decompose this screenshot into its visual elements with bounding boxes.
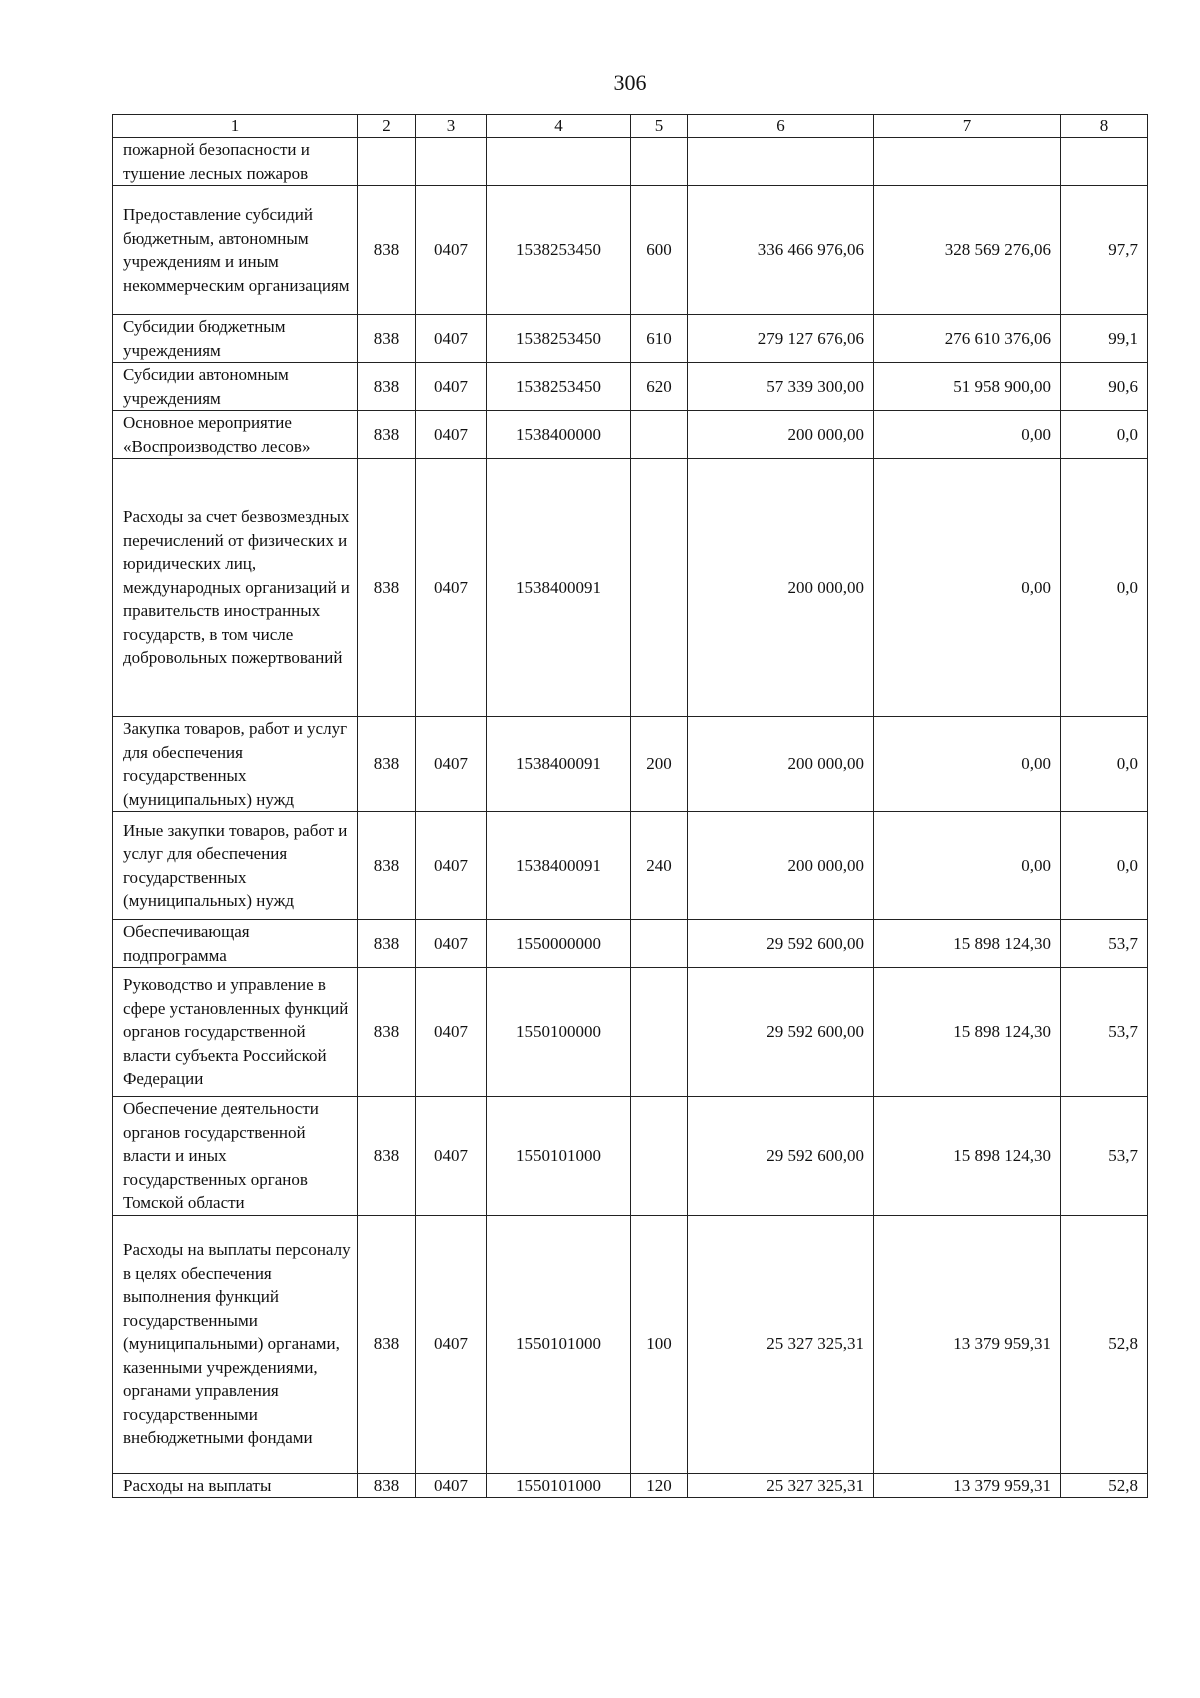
row-section-code: 0407 (416, 812, 487, 920)
row-admin-code: 838 (358, 1097, 416, 1216)
row-planned-amount: 29 592 600,00 (688, 920, 874, 968)
header-col-6: 6 (688, 115, 874, 138)
row-planned-amount: 25 327 325,31 (688, 1215, 874, 1473)
table-row (113, 459, 1148, 717)
row-description: пожарной безопасности и тушение лесных пожаров (113, 138, 358, 186)
row-section-code: 0407 (416, 920, 487, 968)
row-planned-amount: 29 592 600,00 (688, 968, 874, 1097)
table-row (113, 717, 1148, 812)
row-target-article (487, 138, 631, 186)
table-row (113, 812, 1148, 920)
row-description: Иные закупки товаров, работ и услуг для обеспечения государственных (муниципальных) нужд (113, 812, 358, 920)
header-col-1: 1 (113, 115, 358, 138)
row-expense-type: 120 (631, 1473, 688, 1498)
table-row (113, 1215, 1148, 1473)
row-percent: 0,0 (1061, 459, 1148, 717)
row-admin-code: 838 (358, 1215, 416, 1473)
row-description: Закупка товаров, работ и услуг для обеспечения государственных (муниципальных) нужд (113, 717, 358, 812)
row-target-article: 1538253450 (487, 186, 631, 315)
row-percent: 53,7 (1061, 968, 1148, 1097)
row-description: Расходы за счет безвозмездных перечислений от физических и юридических лиц, международных организаций и правительств иностранных государств, в том числе добровольных пожертвований (113, 459, 358, 717)
row-admin-code: 838 (358, 920, 416, 968)
row-target-article: 1538400091 (487, 459, 631, 717)
table-row (113, 920, 1148, 968)
row-admin-code: 838 (358, 411, 416, 459)
row-admin-code: 838 (358, 1473, 416, 1498)
row-actual-amount: 13 379 959,31 (874, 1473, 1061, 1498)
row-expense-type (631, 138, 688, 186)
row-admin-code: 838 (358, 717, 416, 812)
header-col-2: 2 (358, 115, 416, 138)
row-admin-code: 838 (358, 315, 416, 363)
row-admin-code: 838 (358, 812, 416, 920)
row-planned-amount: 200 000,00 (688, 812, 874, 920)
row-target-article: 1550101000 (487, 1097, 631, 1216)
row-planned-amount: 336 466 976,06 (688, 186, 874, 315)
row-section-code (416, 138, 487, 186)
row-expense-type: 620 (631, 363, 688, 411)
row-admin-code: 838 (358, 968, 416, 1097)
row-percent: 97,7 (1061, 186, 1148, 315)
row-target-article: 1550100000 (487, 968, 631, 1097)
row-admin-code: 838 (358, 363, 416, 411)
row-section-code: 0407 (416, 315, 487, 363)
table-row (113, 1097, 1148, 1216)
row-section-code: 0407 (416, 1473, 487, 1498)
row-expense-type: 100 (631, 1215, 688, 1473)
row-actual-amount: 15 898 124,30 (874, 920, 1061, 968)
table-row (113, 315, 1148, 363)
header-col-5: 5 (631, 115, 688, 138)
table-row (113, 968, 1148, 1097)
row-description: Расходы на выплаты персоналу в целях обеспечения выполнения функций государственными (муниципальными) органами, казенными учреждениями, органами управления государственными внебюджетными фондами (113, 1215, 358, 1473)
row-actual-amount (874, 138, 1061, 186)
header-col-3: 3 (416, 115, 487, 138)
row-actual-amount: 51 958 900,00 (874, 363, 1061, 411)
table-row (113, 363, 1148, 411)
header-col-4: 4 (487, 115, 631, 138)
table-header-row (113, 115, 1148, 138)
row-planned-amount: 200 000,00 (688, 717, 874, 812)
row-actual-amount: 0,00 (874, 411, 1061, 459)
row-planned-amount: 200 000,00 (688, 411, 874, 459)
row-target-article: 1550101000 (487, 1473, 631, 1498)
row-actual-amount: 0,00 (874, 717, 1061, 812)
row-percent: 52,8 (1061, 1473, 1148, 1498)
row-target-article: 1538253450 (487, 315, 631, 363)
row-planned-amount: 200 000,00 (688, 459, 874, 717)
row-planned-amount: 29 592 600,00 (688, 1097, 874, 1216)
table-row (113, 186, 1148, 315)
row-description: Руководство и управление в сфере установленных функций органов государственной власти субъекта Российской Федерации (113, 968, 358, 1097)
row-planned-amount: 57 339 300,00 (688, 363, 874, 411)
row-section-code: 0407 (416, 363, 487, 411)
row-description: Предоставление субсидий бюджетным, автономным учреждениям и иным некоммерческим организациям (113, 186, 358, 315)
row-expense-type: 610 (631, 315, 688, 363)
row-percent: 52,8 (1061, 1215, 1148, 1473)
page-number: 306 (613, 70, 647, 95)
row-percent: 0,0 (1061, 717, 1148, 812)
row-target-article: 1538400091 (487, 717, 631, 812)
row-percent: 99,1 (1061, 315, 1148, 363)
row-description: Обеспечение деятельности органов государственной власти и иных государственных органов Томской области (113, 1097, 358, 1216)
row-percent: 0,0 (1061, 411, 1148, 459)
row-actual-amount: 0,00 (874, 812, 1061, 920)
row-planned-amount: 25 327 325,31 (688, 1473, 874, 1498)
header-col-7: 7 (874, 115, 1061, 138)
row-target-article: 1550000000 (487, 920, 631, 968)
row-target-article: 1538400000 (487, 411, 631, 459)
row-percent (1061, 138, 1148, 186)
budget-table (112, 114, 1148, 1498)
row-admin-code (358, 138, 416, 186)
row-expense-type: 600 (631, 186, 688, 315)
row-expense-type: 240 (631, 812, 688, 920)
table-row (113, 138, 1148, 186)
row-expense-type (631, 920, 688, 968)
row-description: Расходы на выплаты (113, 1473, 358, 1498)
row-actual-amount: 15 898 124,30 (874, 1097, 1061, 1216)
row-target-article: 1538400091 (487, 812, 631, 920)
row-percent: 90,6 (1061, 363, 1148, 411)
row-target-article: 1550101000 (487, 1215, 631, 1473)
row-section-code: 0407 (416, 968, 487, 1097)
header-col-8: 8 (1061, 115, 1148, 138)
row-description: Субсидии автономным учреждениям (113, 363, 358, 411)
row-expense-type (631, 459, 688, 717)
row-planned-amount (688, 138, 874, 186)
row-expense-type (631, 1097, 688, 1216)
row-expense-type (631, 968, 688, 1097)
row-percent: 53,7 (1061, 920, 1148, 968)
row-admin-code: 838 (358, 186, 416, 315)
row-admin-code: 838 (358, 459, 416, 717)
row-description: Основное мероприятие «Воспроизводство лесов» (113, 411, 358, 459)
row-description: Обеспечивающая подпрограмма (113, 920, 358, 968)
row-section-code: 0407 (416, 411, 487, 459)
row-description: Субсидии бюджетным учреждениям (113, 315, 358, 363)
row-actual-amount: 0,00 (874, 459, 1061, 717)
row-section-code: 0407 (416, 1215, 487, 1473)
row-actual-amount: 13 379 959,31 (874, 1215, 1061, 1473)
row-target-article: 1538253450 (487, 363, 631, 411)
row-section-code: 0407 (416, 717, 487, 812)
row-expense-type: 200 (631, 717, 688, 812)
row-expense-type (631, 411, 688, 459)
row-planned-amount: 279 127 676,06 (688, 315, 874, 363)
row-section-code: 0407 (416, 459, 487, 717)
row-percent: 53,7 (1061, 1097, 1148, 1216)
row-percent: 0,0 (1061, 812, 1148, 920)
row-actual-amount: 276 610 376,06 (874, 315, 1061, 363)
row-section-code: 0407 (416, 186, 487, 315)
row-section-code: 0407 (416, 1097, 487, 1216)
table-row (113, 1473, 1148, 1498)
row-actual-amount: 328 569 276,06 (874, 186, 1061, 315)
row-actual-amount: 15 898 124,30 (874, 968, 1061, 1097)
table-row (113, 411, 1148, 459)
